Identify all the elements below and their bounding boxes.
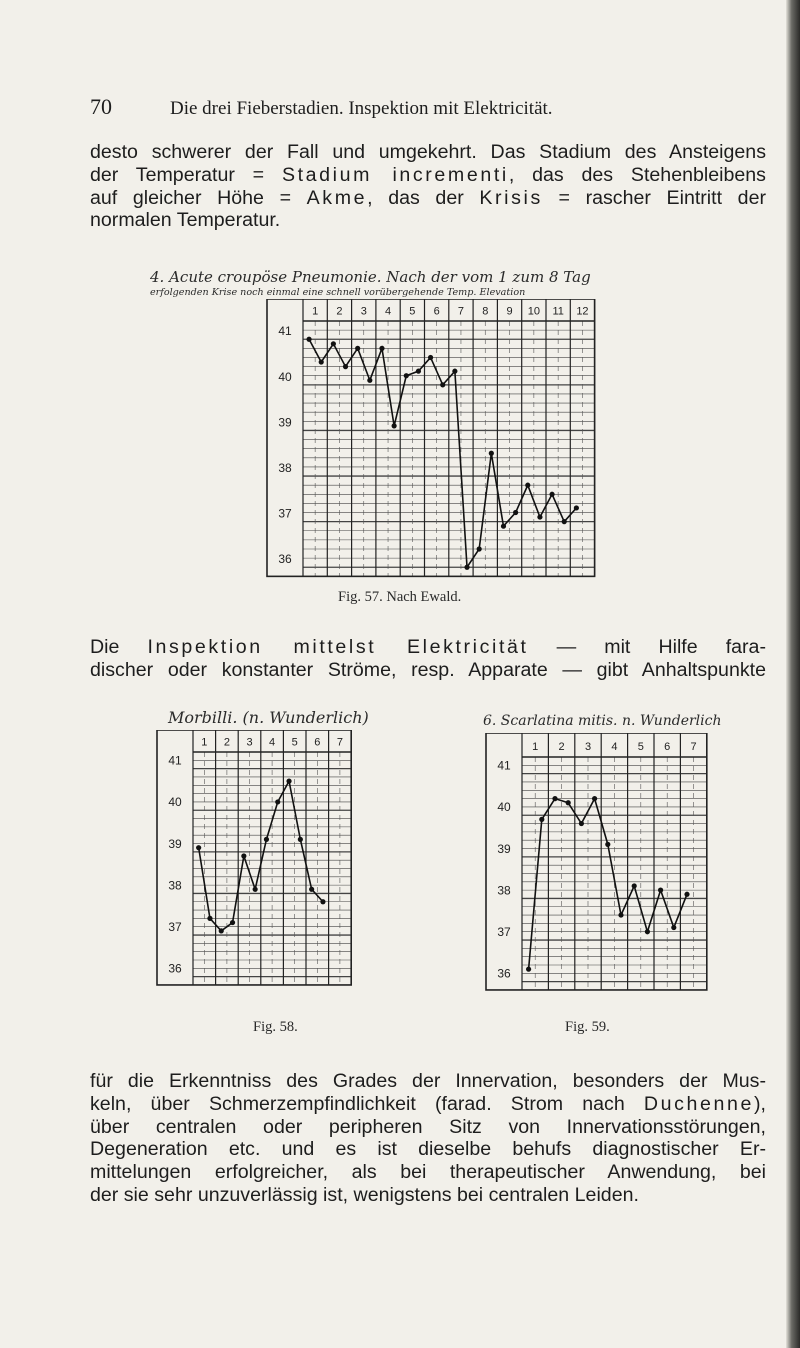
day-label: 12 bbox=[576, 305, 589, 318]
temperature-point bbox=[605, 842, 610, 847]
fig59-caption: Fig. 59. bbox=[565, 1019, 610, 1035]
temperature-label: 36 bbox=[497, 966, 511, 981]
term-stadium-incrementi: Stadium incrementi bbox=[281, 163, 509, 186]
temperature-point bbox=[440, 382, 445, 387]
temperature-point bbox=[230, 920, 235, 925]
temperature-point bbox=[298, 837, 303, 842]
day-label: 6 bbox=[314, 736, 321, 749]
temperature-point bbox=[320, 899, 325, 904]
day-label: 11 bbox=[552, 305, 564, 318]
temperature-point bbox=[343, 364, 348, 369]
temperature-point bbox=[632, 883, 637, 888]
temperature-curve bbox=[529, 799, 687, 970]
chart-frame bbox=[486, 733, 707, 990]
day-label: 8 bbox=[482, 305, 489, 318]
day-label: 4 bbox=[611, 740, 618, 753]
temperature-point bbox=[264, 837, 269, 842]
p3-line-4: Degeneration etc. und es ist dieselbe behufs diagnostischer Er- bbox=[90, 1138, 766, 1161]
temperature-point bbox=[367, 378, 372, 383]
temperature-label: 41 bbox=[497, 758, 511, 773]
temperature-point bbox=[464, 565, 469, 570]
day-label: 3 bbox=[360, 305, 367, 318]
temperature-point bbox=[658, 888, 663, 893]
temperature-point bbox=[579, 821, 584, 826]
day-label: 7 bbox=[690, 740, 697, 753]
temperature-label: 38 bbox=[497, 883, 511, 898]
temperature-point bbox=[513, 510, 518, 515]
day-label: 3 bbox=[246, 736, 253, 749]
day-label: 4 bbox=[384, 305, 392, 318]
temperature-point bbox=[501, 524, 506, 529]
day-label: 10 bbox=[527, 305, 540, 318]
running-head bbox=[90, 94, 710, 120]
page-edge-shadow bbox=[786, 0, 800, 1348]
temperature-point bbox=[574, 505, 579, 510]
p3-line-1: für die Erkenntniss des Grades der Innervation, besonders der Mus- bbox=[90, 1070, 766, 1092]
temperature-label: 39 bbox=[497, 841, 511, 856]
term-akme: Akme bbox=[306, 186, 368, 209]
temperature-point bbox=[645, 929, 650, 934]
temperature-label: 36 bbox=[278, 552, 292, 567]
temperature-point bbox=[416, 369, 421, 374]
temperature-point bbox=[219, 928, 224, 933]
day-label: 5 bbox=[409, 305, 416, 318]
temperature-point bbox=[526, 967, 531, 972]
temperature-label: 41 bbox=[168, 753, 182, 768]
day-label: 2 bbox=[558, 740, 565, 753]
day-label: 6 bbox=[433, 305, 440, 318]
p3-line-6: der sie sehr unzuverlässig ist, wenigstens bei centralen Leiden. bbox=[90, 1183, 639, 1206]
temperature-point bbox=[477, 546, 482, 551]
temperature-label: 40 bbox=[278, 369, 292, 384]
p2-line-2: discher oder konstanter Ströme, resp. Apparate — gibt Anhaltspunkte bbox=[90, 658, 766, 681]
fig57-caption: Fig. 57. Nach Ewald. bbox=[338, 589, 462, 605]
paragraph-2 bbox=[90, 636, 766, 682]
paragraph-3 bbox=[90, 1070, 766, 1207]
temperature-label: 36 bbox=[168, 961, 182, 976]
temperature-label: 41 bbox=[278, 324, 292, 339]
temperature-point bbox=[489, 451, 494, 456]
temperature-point bbox=[275, 799, 280, 804]
fig57-heading-1: 4. Acute croupöse Pneumonie. Nach der vom 1 zum 8 Tag bbox=[150, 268, 591, 286]
p3-line-2: keln, über Schmerzempfindlichkeit (farad. Strom nach Duchenne), bbox=[90, 1092, 766, 1115]
fig59-heading: 6. Scarlatina mitis. n. Wunderlich bbox=[483, 713, 722, 729]
temperature-point bbox=[549, 492, 554, 497]
day-label: 2 bbox=[336, 305, 343, 318]
temperature-point bbox=[539, 817, 544, 822]
temperature-point bbox=[379, 346, 384, 351]
paragraph-1 bbox=[90, 141, 766, 232]
temperature-point bbox=[618, 912, 623, 917]
fig57-heading-2: erfolgenden Krise noch einmal eine schnell vorübergehende Temp. Elevation bbox=[150, 287, 526, 298]
p1-line-4: normalen Temperatur. bbox=[90, 209, 281, 232]
p1-line-3: auf gleicher Höhe = Akme, das der Krisis = rascher Eintritt der bbox=[90, 186, 766, 209]
temperature-label: 39 bbox=[168, 836, 182, 851]
temperature-point bbox=[319, 359, 324, 364]
temperature-label: 37 bbox=[278, 506, 292, 521]
temperature-point bbox=[566, 800, 571, 805]
term-inspektion: Inspektion mittelst Elektricität bbox=[147, 636, 529, 658]
page-number: 70 bbox=[90, 94, 112, 119]
fig57-chart bbox=[265, 299, 605, 579]
temperature-point bbox=[428, 355, 433, 360]
temperature-label: 39 bbox=[278, 415, 292, 430]
fig58-heading: Morbilli. (n. Wunderlich) bbox=[168, 708, 369, 727]
fig58-chart bbox=[155, 730, 355, 990]
p1-line-1: desto schwerer der Fall und umgekehrt. Das Stadium des Ansteigens bbox=[90, 141, 766, 163]
temperature-point bbox=[196, 845, 201, 850]
name-duchenne: Duchenne bbox=[643, 1092, 755, 1115]
temperature-point bbox=[562, 519, 567, 524]
p3-line-5: mittelungen erfolgreicher, als bei therapeutischer Anwendung, bei bbox=[90, 1161, 766, 1184]
temperature-point bbox=[392, 423, 397, 428]
day-label: 4 bbox=[269, 736, 276, 749]
day-label: 3 bbox=[584, 740, 592, 753]
temperature-label: 37 bbox=[168, 920, 182, 935]
p2-line-1: Die Inspektion mittelst Elektricität — mit Hilfe fara- bbox=[90, 636, 766, 658]
day-label: 5 bbox=[637, 740, 644, 753]
temperature-point bbox=[404, 373, 409, 378]
temperature-point bbox=[592, 796, 597, 801]
temperature-point bbox=[552, 796, 557, 801]
term-krisis: Krisis bbox=[479, 186, 543, 209]
p1-line-2: der Temperatur = Stadium incrementi, das des Stehenbleibens bbox=[90, 163, 766, 186]
temperature-point bbox=[241, 853, 246, 858]
temperature-point bbox=[306, 337, 311, 342]
temperature-point bbox=[355, 346, 360, 351]
temperature-label: 40 bbox=[168, 795, 182, 810]
temperature-point bbox=[207, 916, 212, 921]
temperature-point bbox=[253, 887, 258, 892]
temperature-point bbox=[671, 925, 676, 930]
temperature-point bbox=[309, 887, 314, 892]
day-label: 7 bbox=[336, 736, 343, 749]
day-label: 7 bbox=[457, 305, 465, 318]
temperature-curve bbox=[309, 339, 576, 567]
temperature-point bbox=[684, 892, 689, 897]
running-title: Die drei Fieberstadien. Inspektion mit Elektricität. bbox=[170, 98, 553, 119]
temperature-label: 37 bbox=[497, 925, 511, 940]
temperature-point bbox=[525, 483, 530, 488]
fig58-caption: Fig. 58. bbox=[253, 1019, 298, 1035]
day-label: 5 bbox=[291, 736, 298, 749]
fig59-chart bbox=[484, 733, 720, 997]
day-label: 9 bbox=[506, 305, 513, 318]
day-label: 6 bbox=[664, 740, 671, 753]
p3-line-3: über centralen oder peripheren Sitz von Innervationsstörungen, bbox=[90, 1115, 766, 1138]
temperature-label: 40 bbox=[497, 800, 511, 815]
day-label: 2 bbox=[223, 736, 230, 749]
temperature-label: 38 bbox=[168, 878, 182, 893]
temperature-label: 38 bbox=[278, 461, 292, 476]
day-label: 1 bbox=[532, 740, 539, 753]
day-label: 1 bbox=[201, 736, 208, 749]
temperature-point bbox=[537, 514, 542, 519]
temperature-point bbox=[452, 369, 457, 374]
temperature-point bbox=[331, 341, 336, 346]
temperature-point bbox=[286, 779, 291, 784]
day-label: 1 bbox=[312, 305, 319, 318]
